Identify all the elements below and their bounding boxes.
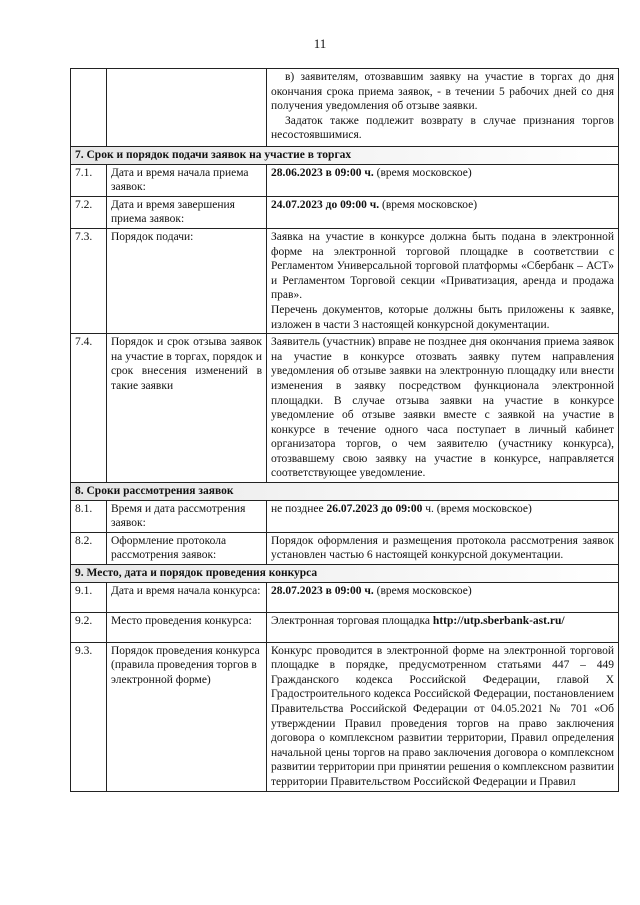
cell-paragraph: Порядок оформления и размещения протокола рассмотрения заявок установлен частью 6 настоящей конкурсной документации. <box>271 534 614 562</box>
table-row <box>71 334 619 483</box>
cell-paragraph: Заявка на участие в конкурсе должна быть подана в электронной форме на электронной торговой площадке в соответствии с Регламентом Универсальной торговой платформы «Сбербанк – АСТ» и Регламентом Торговой секции «Приватизация, аренда и продажа прав». <box>271 230 614 302</box>
row-value: 28.07.2023 в 09:00 ч. (время московское) <box>267 582 619 612</box>
row-number: 8.1. <box>71 500 107 532</box>
cell-paragraph: в) заявителям, отозвавшим заявку на участие в торгах до дня окончания срока приема заявок, - в течении 5 рабочих дней со дня получения уведомления об отзыве заявки. <box>271 71 614 113</box>
section-title: 7. Срок и порядок подачи заявок на участие в торгах <box>71 147 619 165</box>
row-label: Порядок проведения конкурса (правила проведения торгов в электронной форме) <box>107 642 267 791</box>
page-number: 11 <box>313 36 327 51</box>
row-value <box>267 642 619 791</box>
table-row <box>71 164 619 196</box>
table-row <box>71 642 619 791</box>
row-number: 9.1. <box>71 582 107 612</box>
row-number: 7.3. <box>71 228 107 333</box>
row-label: Дата и время завершения приема заявок: <box>107 196 267 228</box>
row-value <box>267 228 619 333</box>
row-label: Время и дата рассмотрения заявок: <box>107 500 267 532</box>
table-row <box>71 612 619 642</box>
section-header-8 <box>71 483 619 501</box>
row-value <box>267 334 619 483</box>
cell-paragraph: Задаток также подлежит возврату в случае признания торгов несостоявшимися. <box>271 114 614 142</box>
row-value: Электронная торговая площадка http://utp.sberbank-ast.ru/ <box>267 612 619 642</box>
row-number: 7.4. <box>71 334 107 483</box>
table-row <box>71 532 619 564</box>
row-value: 24.07.2023 до 09:00 ч. (время московское) <box>267 196 619 228</box>
row-number: 7.2. <box>71 196 107 228</box>
cell-paragraph: Перечень документов, которые должны быть приложены к заявке, изложен в части 3 настоящей конкурсной документации. <box>271 303 614 331</box>
table-row <box>71 582 619 612</box>
cell-paragraph: Заявитель (участник) вправе не позднее дня окончания приема заявок на участие в конкурсе отозвать заявку путем направления уведомления об отзыве заявки на электронную площадку или внести изменения в заявку посредством функционала электронной площадки. В случае отзыва заявки на участие в конкурсе уведомление об отзыве заявки вместе с заявкой на участие в конкурсе в течение одного часа поступает в личный кабинет организатора торгов, о чем заявителю (участнику конкурса), отозвавшему свою заявку на участие в конкурсе, направляется соответствующее уведомление. <box>271 336 614 480</box>
row-value <box>267 532 619 564</box>
cell-paragraph: Конкурс проводится в электронной форме на электронной торговой площадке в порядке, предусмотренном статьями 447 – 449 Гражданского кодекса Российской Федерации, главой X Градостроительного кодекса Российской Федерации, постановлением Правительства Российской Федерации от 04.05.2021 № 701 «Об утверждении Правил проведения торгов на право заключения договора о комплексном развитии территории, Правил определения начальной цены торгов на право заключения договора о комплексном развитии территории при принятии решения о комплексном развитии территории Правительством Российской Федерации и Правил <box>271 644 614 788</box>
row-label: Оформление протокола рассмотрения заявок: <box>107 532 267 564</box>
row-number: 9.2. <box>71 612 107 642</box>
row-label: Дата и время начала приема заявок: <box>107 164 267 196</box>
section-header-9 <box>71 565 619 583</box>
row-value: не позднее 26.07.2023 до 09:00 ч. (время московское) <box>267 500 619 532</box>
row-label: Место проведения конкурса: <box>107 612 267 642</box>
row-label: Порядок подачи: <box>107 228 267 333</box>
document-table <box>70 68 619 792</box>
row-number: 7.1. <box>71 164 107 196</box>
section-header-7 <box>71 147 619 165</box>
section-title: 8. Сроки рассмотрения заявок <box>71 483 619 501</box>
row-value: 28.06.2023 в 09:00 ч. (время московское) <box>267 164 619 196</box>
section-title: 9. Место, дата и порядок проведения конкурса <box>71 565 619 583</box>
table-row <box>71 69 619 147</box>
table-row <box>71 228 619 333</box>
row-label: Дата и время начала конкурса: <box>107 582 267 612</box>
table-row <box>71 500 619 532</box>
row-label: Порядок и срок отзыва заявок на участие в торгах, порядок и срок внесения изменений в такие заявки <box>107 334 267 483</box>
table-row <box>71 196 619 228</box>
row-number: 9.3. <box>71 642 107 791</box>
row-number: 8.2. <box>71 532 107 564</box>
